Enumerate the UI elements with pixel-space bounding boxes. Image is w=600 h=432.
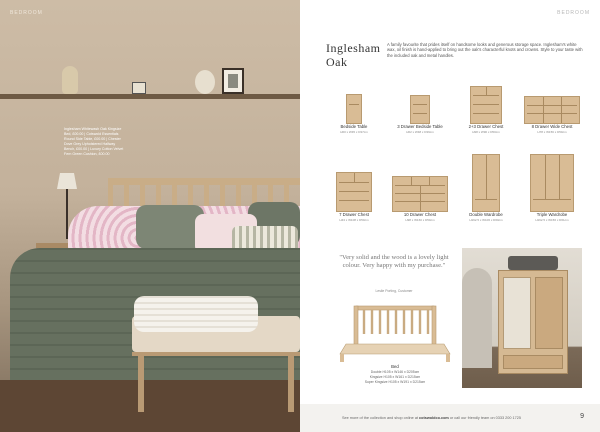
quote-author: Leslie Porting, Customer (375, 289, 413, 293)
plant-pot (132, 82, 146, 94)
bed-size-line: Kingsize H105 x W161 x D215cm (369, 374, 421, 379)
collection-title (326, 41, 381, 69)
archway (462, 268, 492, 368)
green-cushion (136, 205, 204, 249)
section-label-right: BEDROOM (557, 10, 590, 16)
product-8-drawer-wide-chest[interactable] (520, 94, 584, 134)
bed-dims (334, 370, 456, 384)
storage-baskets (508, 256, 558, 270)
product-dims: H98 x W160 x D50cm (405, 218, 435, 222)
title-line: Oak (326, 55, 348, 69)
caption-line: Dove Grey Upholstered Hallway (64, 142, 116, 146)
footer-text (342, 416, 521, 420)
dried-flowers (195, 70, 215, 94)
product-name: 10 Drawer Chest (403, 212, 437, 217)
product-dims: H43 x W108 x D50cm (339, 218, 369, 222)
bench-frame (132, 352, 300, 412)
picture-frame (222, 68, 244, 94)
product-image (456, 152, 516, 212)
title-line: Inglesham (326, 41, 381, 55)
product-name: Bedside Table (340, 124, 368, 129)
product-image (456, 86, 516, 124)
product-dims: H62 x W48 x D39cm (406, 130, 434, 134)
product-dims: H192.5 x W106 x D60cm (469, 218, 503, 222)
product-image (326, 170, 382, 212)
product-7-drawer-chest[interactable] (326, 170, 382, 222)
vase (62, 66, 78, 94)
product-name: Triple Wardrobe (536, 212, 568, 217)
caption-line: Bed, £00.00 | Cotswold Essentials (64, 132, 119, 136)
footer-text-before: See more of the collection and shop online at (342, 416, 420, 420)
product-image (520, 152, 584, 212)
bed-size-line: Super Kingsize H105 x W191 x D215cm (364, 379, 426, 384)
bed-image (338, 304, 452, 362)
product-triple-wardrobe[interactable] (520, 152, 584, 222)
product-10-drawer-chest[interactable] (388, 170, 452, 222)
product-3-drawer-bedside[interactable] (388, 94, 452, 134)
product-bedside-table[interactable] (326, 94, 382, 134)
website-link[interactable]: cotswoldco.com (419, 416, 449, 420)
lamp-shade (57, 173, 77, 189)
photo-caption (64, 127, 174, 157)
product-dims: H192.5 x W156 x D61cm (535, 218, 569, 222)
product-name: 2+3 Drawer Chest (468, 124, 504, 129)
wall-shelf (0, 94, 300, 99)
product-double-wardrobe[interactable] (456, 152, 516, 222)
product-dims: H98 x W90 x D50cm (472, 130, 500, 134)
product-image (388, 170, 452, 212)
caption-line: Fern Green Cushion, £00.00 (64, 152, 110, 156)
product-image (326, 94, 382, 124)
catalogue-page (300, 0, 600, 432)
collection-intro: A family favourite that prides itself on handsome looks and generous storage space. Inglesham's white wax, oil finish is hand-applied to bring out the oak's characterful knots and crowns. Style to your taste with the included oak and metal handles. (387, 42, 583, 58)
product-name: 3 Drawer Bedside Table (397, 124, 443, 129)
product-name: Double Wardrobe (469, 212, 503, 217)
caption-line: Round Side Table, £00.00 | Chester (64, 137, 121, 141)
caption-line: Bench, £00.00 | Luxury Cotton Velvet (64, 147, 124, 151)
product-dims: H78 x W156 x D50cm (537, 130, 567, 134)
product-image (388, 94, 452, 124)
customer-quote: "Very solid and the wood is a lovely light colour. Very happy with my purchase." (339, 254, 449, 270)
page-number: 9 (580, 413, 584, 420)
section-label-left: BEDROOM (10, 10, 43, 16)
caption-line: Inglesham Whitewash Oak Kingsize (64, 127, 122, 131)
product-name: 7 Drawer Chest (339, 212, 369, 217)
bed-size-line: Double H105 x W146 x D205cm (370, 370, 420, 374)
product-image (520, 94, 584, 124)
footer-text-after: or call our friendly team on 0333 200 1725 (448, 416, 521, 420)
product-2-3-drawer-chest[interactable] (456, 86, 516, 134)
wardrobe-photo (462, 248, 582, 388)
bed-name: Bed (391, 364, 399, 369)
folded-blanket (134, 296, 258, 332)
product-name: 8 Drawer Wide Chest (531, 124, 573, 129)
page-footer (300, 404, 600, 432)
wardrobe (498, 270, 568, 374)
product-dims: H60 x W45 x D37cm (340, 130, 368, 134)
